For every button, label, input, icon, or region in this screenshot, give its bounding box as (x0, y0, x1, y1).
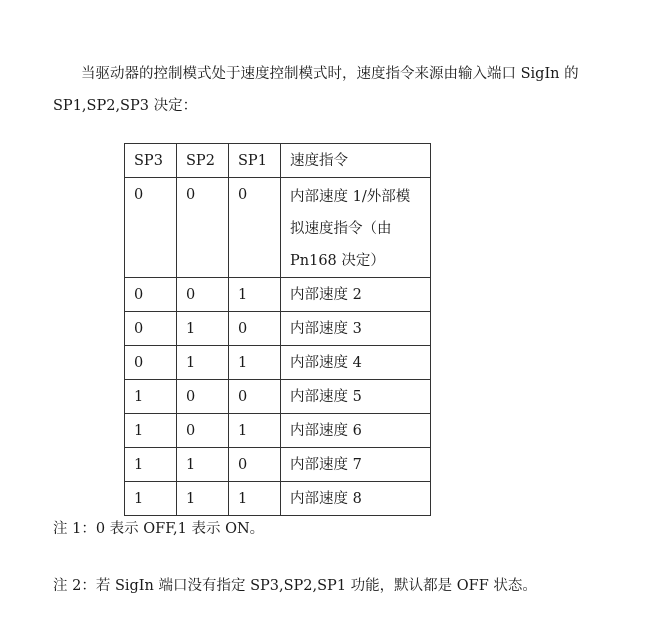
cell-speed-command: 内部速度 5 (281, 380, 431, 414)
cell-sp1: 0 (229, 312, 281, 346)
header-sp3: SP3 (125, 144, 177, 178)
table-row (125, 448, 431, 482)
cell-sp1: 1 (229, 346, 281, 380)
cell-speed-command: 内部速度 7 (281, 448, 431, 482)
table-header-row (125, 144, 431, 178)
cell-sp1: 0 (229, 178, 281, 278)
cell-speed-command: 内部速度 6 (281, 414, 431, 448)
cell-sp2: 1 (177, 482, 229, 516)
header-speed-command: 速度指令 (281, 144, 431, 178)
speed-command-table (124, 143, 431, 516)
cell-sp2: 0 (177, 380, 229, 414)
cell-speed-command: 内部速度 2 (281, 278, 431, 312)
cell-speed-command: 内部速度 3 (281, 312, 431, 346)
cell-sp3: 1 (125, 414, 177, 448)
cell-speed-command: 内部速度 4 (281, 346, 431, 380)
cell-sp3: 0 (125, 278, 177, 312)
cell-sp3: 1 (125, 448, 177, 482)
cell-sp2: 0 (177, 278, 229, 312)
cell-sp3: 0 (125, 312, 177, 346)
table-row (125, 414, 431, 448)
cell-sp1: 1 (229, 278, 281, 312)
cell-sp2: 1 (177, 346, 229, 380)
cell-sp3: 1 (125, 482, 177, 516)
table-row (125, 346, 431, 380)
table-row (125, 312, 431, 346)
cell-sp1: 1 (229, 482, 281, 516)
cell-sp3: 0 (125, 178, 177, 278)
note-1: 注 1：0 表示 OFF,1 表示 ON。 (53, 521, 265, 537)
cell-sp3: 1 (125, 380, 177, 414)
cell-sp3: 0 (125, 346, 177, 380)
note-2: 注 2：若 SigIn 端口没有指定 SP3,SP2,SP1 功能，默认都是 OFF 状态。 (53, 578, 537, 594)
intro-line-1: 当驱动器的控制模式处于速度控制模式时，速度指令来源由输入端口 SigIn 的 (81, 66, 579, 82)
cell-speed-command: 内部速度 1/外部模拟速度指令（由Pn168 决定） (281, 178, 431, 278)
cell-sp1: 1 (229, 414, 281, 448)
intro-paragraph (53, 58, 653, 122)
cell-sp1: 0 (229, 380, 281, 414)
intro-line-2: SP1,SP2,SP3 决定： (53, 98, 198, 114)
cell-sp2: 0 (177, 178, 229, 278)
cell-sp2: 0 (177, 414, 229, 448)
table-row (125, 278, 431, 312)
cell-speed-command: 内部速度 8 (281, 482, 431, 516)
cell-sp2: 1 (177, 312, 229, 346)
cell-sp1: 0 (229, 448, 281, 482)
header-sp1: SP1 (229, 144, 281, 178)
table-row (125, 482, 431, 516)
cell-sp2: 1 (177, 448, 229, 482)
table-row (125, 380, 431, 414)
table-row (125, 178, 431, 278)
header-sp2: SP2 (177, 144, 229, 178)
